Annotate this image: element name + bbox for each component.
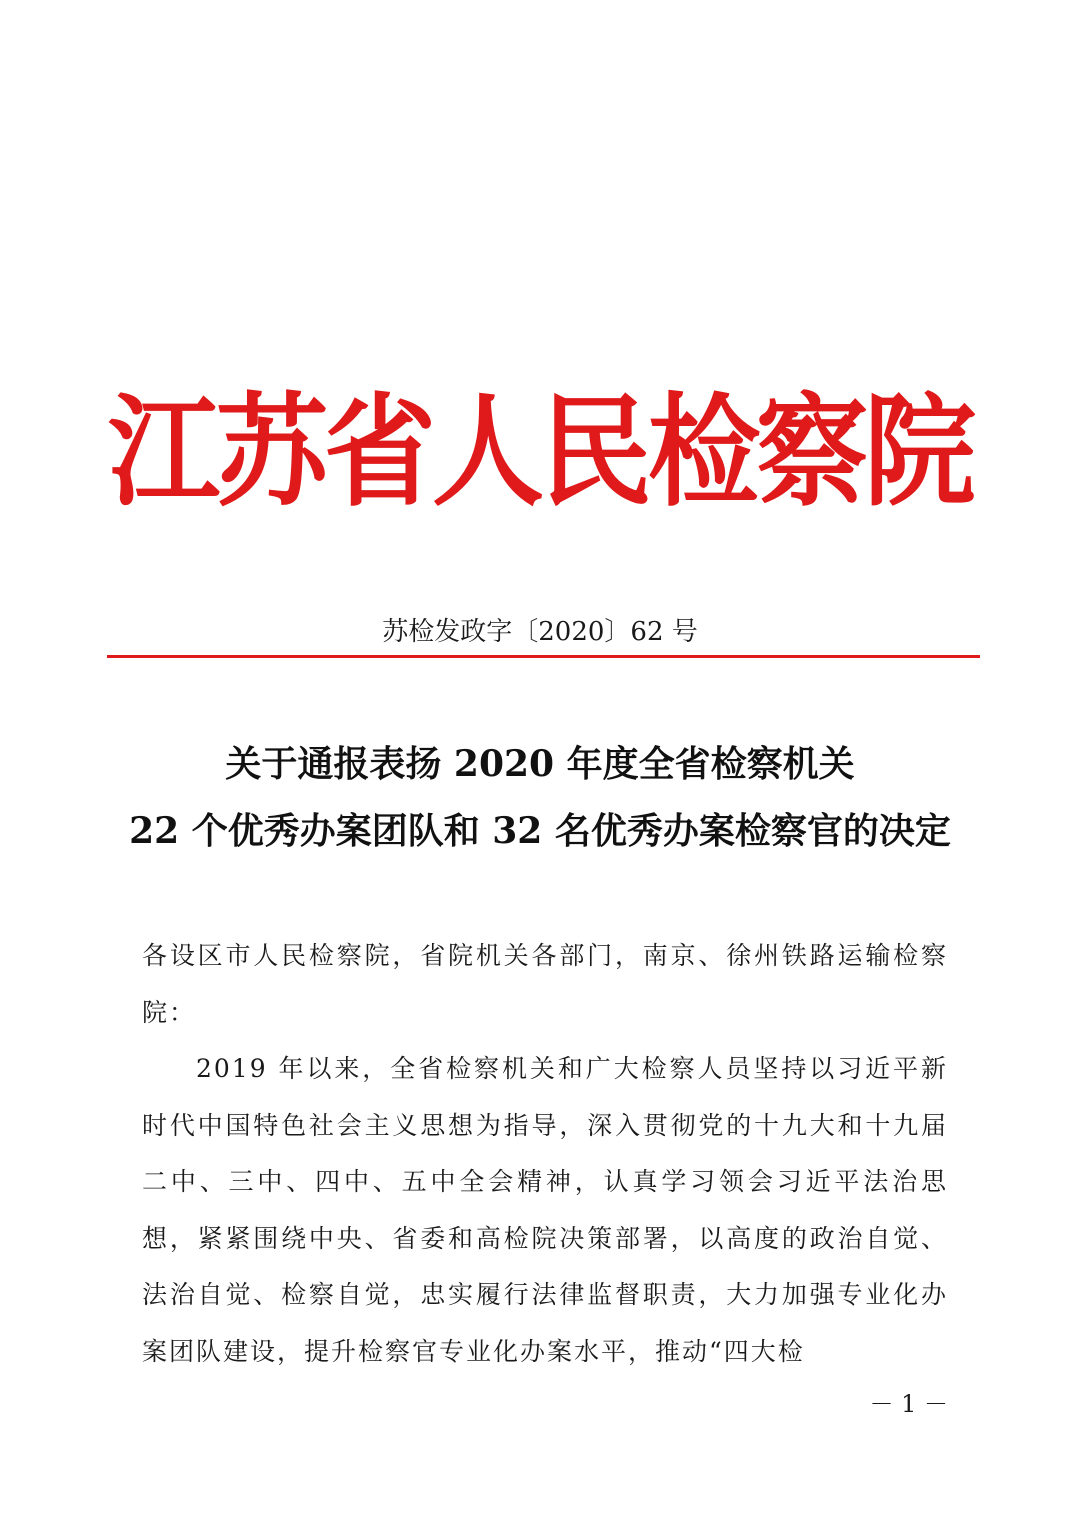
red-divider-line xyxy=(107,655,980,658)
document-title-line-2: 22 个优秀办案团队和 32 名优秀办案检察官的决定 xyxy=(129,810,951,852)
page-number: － 1 － xyxy=(869,1390,948,1418)
body-paragraph: 2019 年以来，全省检察机关和广大检察人员坚持以习近平新时代中国特色社会主义思想为指导，深入贯彻党的十九大和十九届二中、三中、四中、五中全会精神，认真学习领会习近平法治思想，紧紧围绕中央、省委和高检院决策部署，以高度的政治自觉、法治自觉、检察自觉，忠实履行法律监督职责，大力加强专业化办案团队建设，提升检察官专业化办案水平，推动“四大检 xyxy=(142,1054,948,1366)
issuing-organization-masthead: 江苏省人民检察院 xyxy=(108,381,972,524)
document-title-line-1: 关于通报表扬 2020 年度全省检察机关 xyxy=(225,743,855,785)
document-number: 苏检发政字〔2020〕62 号 xyxy=(382,617,698,647)
salutation: 各设区市人民检察院，省院机关各部门，南京、徐州铁路运输检察院： xyxy=(142,941,948,1027)
